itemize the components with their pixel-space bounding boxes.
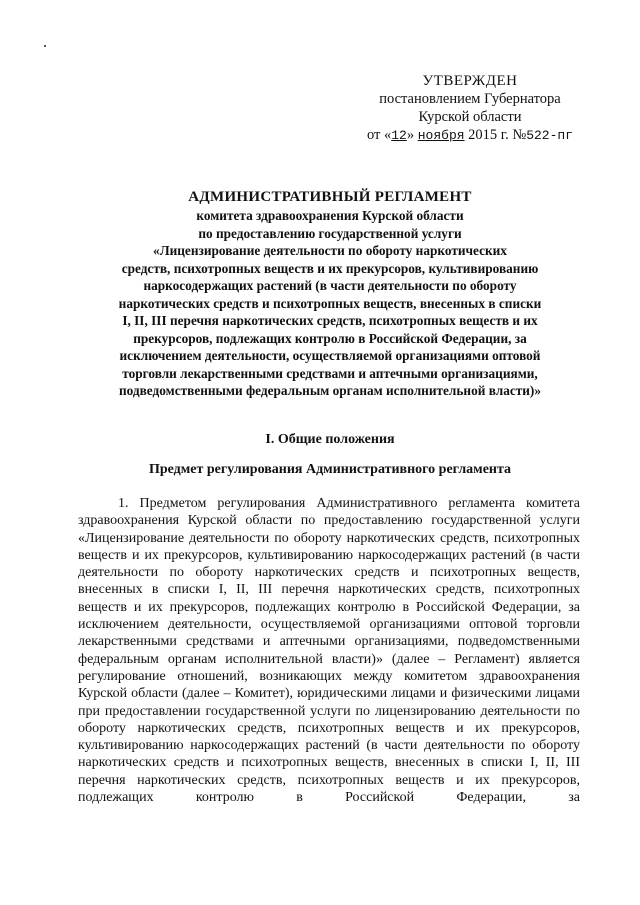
subsection-heading: Предмет регулирования Административного регламента: [148, 462, 512, 477]
title-line: наркосодержащих растений (в части деятельности по обороту: [143, 278, 517, 293]
date-year: 2015 г. №: [468, 127, 527, 143]
scan-speck: [44, 45, 46, 47]
date-sep: »: [406, 127, 415, 143]
date-prefix: от «: [366, 127, 392, 143]
title-line: по предоставлению государственной услуги: [198, 225, 462, 241]
approval-line-1: постановлением Губернатора: [379, 91, 561, 107]
date-month: ноября: [417, 128, 465, 143]
body-text: [78, 495, 580, 806]
paragraph-1: 1. Предметом регулирования Административного регламента комитета здравоохранения Курской области по предоставлению государственной услуги «Лицензирование деятельности по обороту наркотических средств, психотропных веществ и их прекурсоров, культивированию наркосодержащих растений (в части деятельности по обороту наркотических средств и психотропных веществ, внесенных в списки I, II, III перечня наркотических средств, психотропных веществ и их прекурсоров, подлежащих контролю в Российской Федерации, за исключением деятельности, осуществляемой организациями оптовой торговли лекарственными средствами и аптечными организациями, подведомственными федеральным органам исполнительной власти)» (далее – Регламент) является регулирование отношений, возникающих между комитетом здравоохранения Курской области (далее – Комитет), юридическими лицами и физическими лицами при предоставлении государственной услуги по лицензированию деятельности по обороту наркотических средств, психотропных веществ и их прекурсоров, культивированию наркосодержащих растений (в части деятельности по обороту наркотических средств и психотропных веществ, внесенных в списки I, II, III перечня наркотических средств, психотропных веществ и их прекурсоров, подлежащих контролю в Российской Федерации, за: [78, 496, 580, 806]
title-line: исключением деятельности, осуществляемой организациями оптовой: [119, 348, 541, 363]
approval-date-line: [360, 126, 580, 145]
document-title: [80, 188, 580, 400]
approval-line-2: Курской области: [418, 109, 522, 125]
approval-stamp: [360, 72, 580, 145]
title-line: комитета здравоохранения Курской области: [196, 208, 464, 223]
title-line: I, II, III перечня наркотических средств, психотропных веществ и их: [122, 313, 538, 328]
decree-number: 522-пг: [526, 128, 574, 143]
title-line: наркотических средств и психотропных веществ, внесенных в списки: [118, 295, 542, 311]
title-line: «Лицензирование деятельности по обороту наркотических: [153, 243, 507, 258]
title-line: средств, психотропных веществ и их прекурсоров, культивированию: [121, 260, 539, 276]
section-heading: I. Общие положения: [265, 432, 395, 447]
title-line: подведомственными федеральным органам исполнительной власти)»: [118, 383, 542, 398]
title-line: торговли лекарственными средствами и аптечными организациями,: [122, 365, 538, 381]
date-day: 12: [391, 128, 407, 143]
title-main: АДМИНИСТРАТИВНЫЙ РЕГЛАМЕНТ: [188, 189, 472, 205]
approved-label: УТВЕРЖДЕН: [422, 73, 518, 89]
title-line: прекурсоров, подлежащих контролю в Российской Федерации, за: [133, 330, 527, 346]
